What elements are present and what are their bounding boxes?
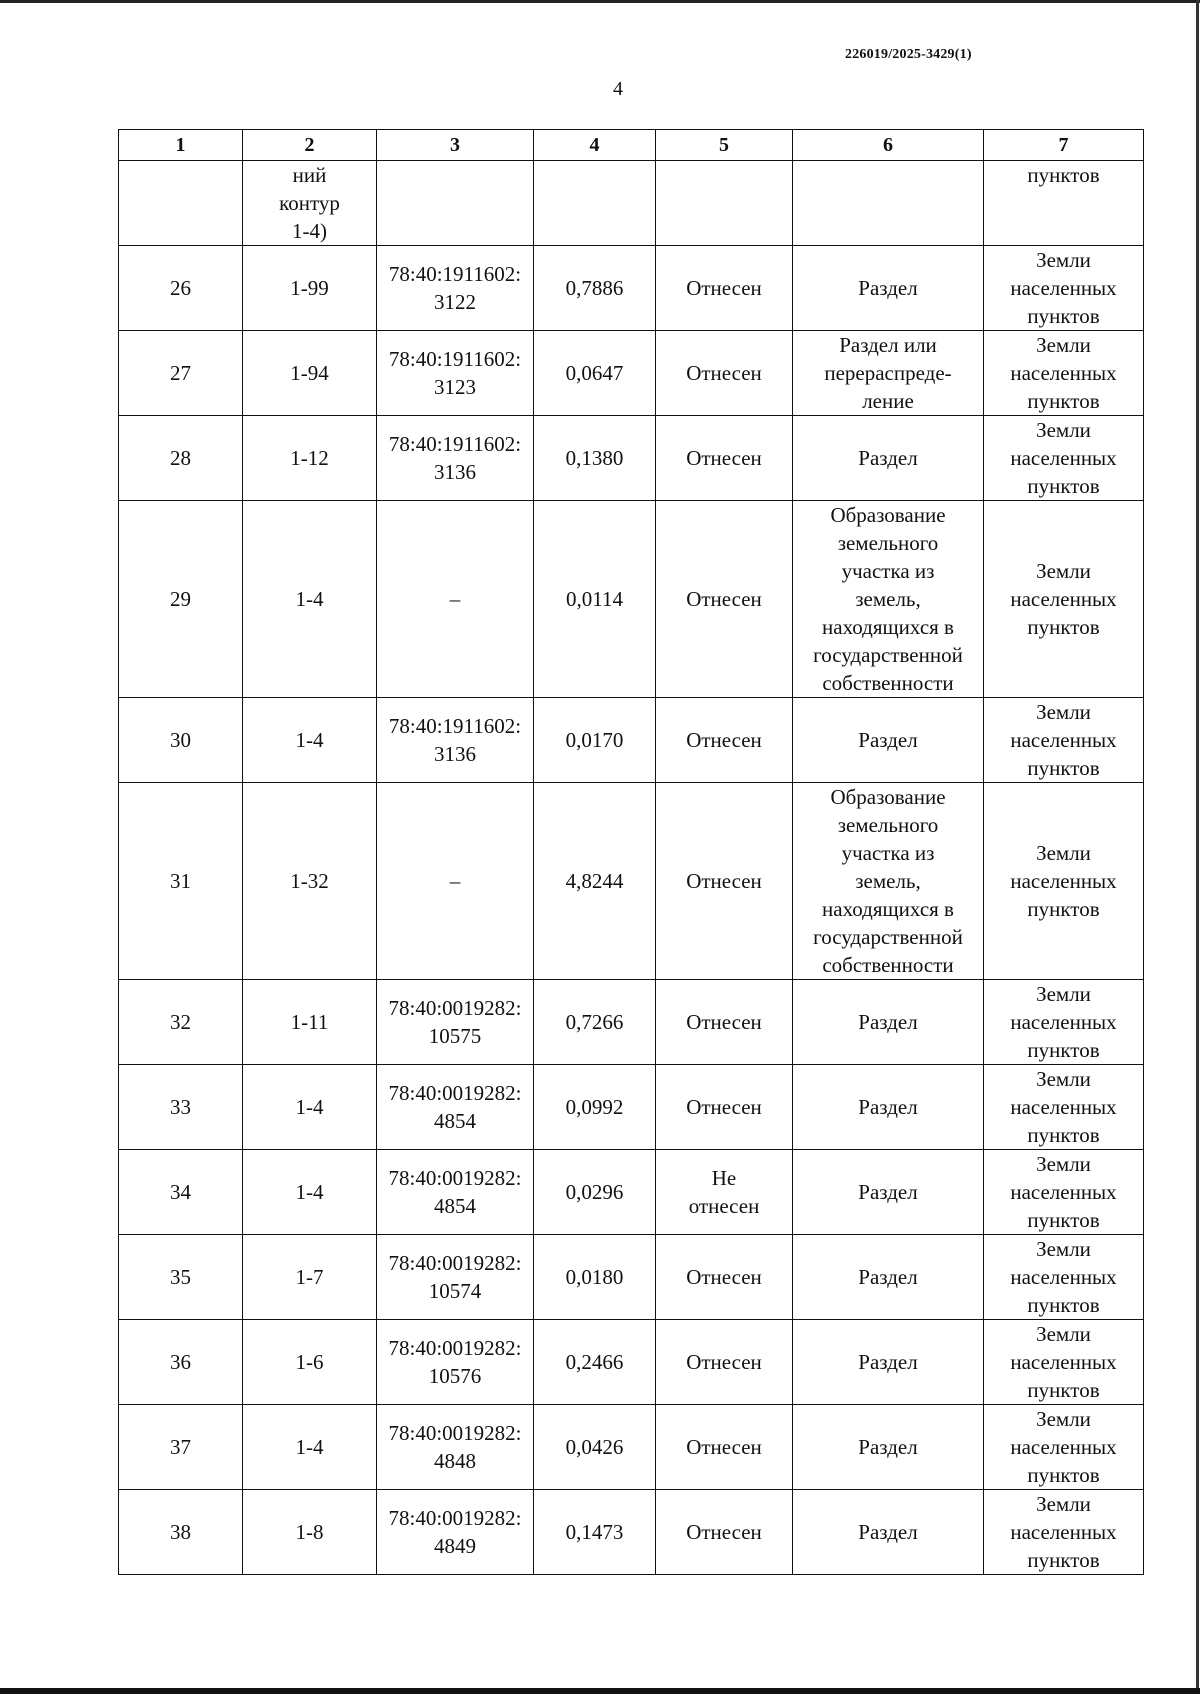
cell-status: Отнесен <box>656 1235 793 1320</box>
cell-land-category: Земли населенных пунктов <box>984 1150 1144 1235</box>
cell-action: Образование земельного участка из земель, находящихся в государственной собственности <box>793 783 984 980</box>
cell-cadastral-number: 78:40:0019282: 10574 <box>377 1235 534 1320</box>
cell-area: 0,7266 <box>534 980 656 1065</box>
cell-area: 0,0296 <box>534 1150 656 1235</box>
cell-status: Отнесен <box>656 1065 793 1150</box>
cell-contour: 1-8 <box>243 1490 377 1575</box>
cell-number: 32 <box>119 980 243 1065</box>
table-header-row <box>119 130 1144 161</box>
table-row <box>119 1320 1144 1405</box>
cell-number: 30 <box>119 698 243 783</box>
cell-contour: 1-4 <box>243 501 377 698</box>
cell-land-category: Земли населенных пунктов <box>984 1235 1144 1320</box>
cell-action: Раздел <box>793 1320 984 1405</box>
cell-area: 0,2466 <box>534 1320 656 1405</box>
cell-number: 38 <box>119 1490 243 1575</box>
page-border-bottom <box>0 1688 1200 1694</box>
cell-status <box>656 161 793 246</box>
cell-contour: 1-4 <box>243 698 377 783</box>
cell-area <box>534 161 656 246</box>
cell-contour: 1-12 <box>243 416 377 501</box>
cell-cadastral-number: 78:40:1911602: 3136 <box>377 698 534 783</box>
cell-land-category: Земли населенных пунктов <box>984 1065 1144 1150</box>
page-border-right <box>1196 0 1199 1694</box>
cell-area: 0,0647 <box>534 331 656 416</box>
cell-contour: 1-4 <box>243 1065 377 1150</box>
cell-action: Раздел <box>793 1235 984 1320</box>
cell-contour: 1-32 <box>243 783 377 980</box>
table-row <box>119 1235 1144 1320</box>
table-row <box>119 501 1144 698</box>
cell-contour: 1-94 <box>243 331 377 416</box>
cell-status: Отнесен <box>656 1490 793 1575</box>
cell-land-category: пунктов <box>984 161 1144 246</box>
column-header: 6 <box>793 130 984 161</box>
cell-action: Раздел <box>793 416 984 501</box>
document-number: 226019/2025-3429(1) <box>845 47 972 62</box>
cell-cadastral-number: 78:40:1911602: 3122 <box>377 246 534 331</box>
cell-land-category: Земли населенных пунктов <box>984 246 1144 331</box>
cell-land-category: Земли населенных пунктов <box>984 331 1144 416</box>
cell-action: Раздел <box>793 980 984 1065</box>
cell-status: Отнесен <box>656 501 793 698</box>
cell-area: 0,0114 <box>534 501 656 698</box>
cell-contour: ний контур 1-4) <box>243 161 377 246</box>
cell-area: 0,1473 <box>534 1490 656 1575</box>
table-row <box>119 246 1144 331</box>
cell-land-category: Земли населенных пунктов <box>984 1320 1144 1405</box>
cell-action: Раздел <box>793 1150 984 1235</box>
table-row <box>119 331 1144 416</box>
cell-status: Отнесен <box>656 1405 793 1490</box>
cell-contour: 1-6 <box>243 1320 377 1405</box>
cell-action: Раздел <box>793 246 984 331</box>
table-row <box>119 698 1144 783</box>
table-row <box>119 416 1144 501</box>
cell-land-category: Земли населенных пунктов <box>984 1405 1144 1490</box>
column-header: 2 <box>243 130 377 161</box>
cell-number: 34 <box>119 1150 243 1235</box>
cell-cadastral-number: 78:40:0019282: 4848 <box>377 1405 534 1490</box>
column-header: 3 <box>377 130 534 161</box>
cell-land-category: Земли населенных пунктов <box>984 783 1144 980</box>
cell-action: Образование земельного участка из земель, находящихся в государственной собственности <box>793 501 984 698</box>
cell-cadastral-number: 78:40:1911602: 3136 <box>377 416 534 501</box>
cell-land-category: Земли населенных пунктов <box>984 501 1144 698</box>
cell-number: 36 <box>119 1320 243 1405</box>
cell-contour: 1-4 <box>243 1405 377 1490</box>
cell-status: Не отнесен <box>656 1150 793 1235</box>
cell-contour: 1-11 <box>243 980 377 1065</box>
cell-action: Раздел <box>793 1405 984 1490</box>
cell-number: 37 <box>119 1405 243 1490</box>
cell-cadastral-number: 78:40:1911602: 3123 <box>377 331 534 416</box>
cell-area: 4,8244 <box>534 783 656 980</box>
cell-number: 31 <box>119 783 243 980</box>
cell-status: Отнесен <box>656 698 793 783</box>
table-row <box>119 1150 1144 1235</box>
cell-cadastral-number: – <box>377 783 534 980</box>
column-header: 1 <box>119 130 243 161</box>
cell-cadastral-number: – <box>377 501 534 698</box>
cell-status: Отнесен <box>656 980 793 1065</box>
cell-area: 0,1380 <box>534 416 656 501</box>
cell-action <box>793 161 984 246</box>
land-plots-table <box>118 129 1144 1575</box>
table-row <box>119 783 1144 980</box>
table-row <box>119 1490 1144 1575</box>
cell-number: 35 <box>119 1235 243 1320</box>
table-row-continuation <box>119 161 1144 246</box>
cell-area: 0,0426 <box>534 1405 656 1490</box>
cell-cadastral-number: 78:40:0019282: 10576 <box>377 1320 534 1405</box>
cell-action: Раздел <box>793 1490 984 1575</box>
cell-contour: 1-4 <box>243 1150 377 1235</box>
cell-status: Отнесен <box>656 416 793 501</box>
cell-contour: 1-99 <box>243 246 377 331</box>
table-row <box>119 1405 1144 1490</box>
cell-number: 33 <box>119 1065 243 1150</box>
column-header: 7 <box>984 130 1144 161</box>
cell-status: Отнесен <box>656 783 793 980</box>
cell-number: 28 <box>119 416 243 501</box>
cell-land-category: Земли населенных пунктов <box>984 698 1144 783</box>
cell-action: Раздел <box>793 1065 984 1150</box>
page-number: 4 <box>613 78 623 100</box>
cell-cadastral-number: 78:40:0019282: 10575 <box>377 980 534 1065</box>
cell-area: 0,0992 <box>534 1065 656 1150</box>
cell-area: 0,0170 <box>534 698 656 783</box>
cell-action: Раздел <box>793 698 984 783</box>
cell-status: Отнесен <box>656 1320 793 1405</box>
column-header: 5 <box>656 130 793 161</box>
cell-area: 0,0180 <box>534 1235 656 1320</box>
cell-cadastral-number: 78:40:0019282: 4854 <box>377 1150 534 1235</box>
column-header: 4 <box>534 130 656 161</box>
page-border-top <box>0 0 1200 3</box>
cell-number <box>119 161 243 246</box>
cell-contour: 1-7 <box>243 1235 377 1320</box>
cell-status: Отнесен <box>656 246 793 331</box>
cell-number: 26 <box>119 246 243 331</box>
table-row <box>119 980 1144 1065</box>
cell-number: 29 <box>119 501 243 698</box>
cell-cadastral-number: 78:40:0019282: 4849 <box>377 1490 534 1575</box>
cell-cadastral-number <box>377 161 534 246</box>
cell-area: 0,7886 <box>534 246 656 331</box>
cell-number: 27 <box>119 331 243 416</box>
cell-action: Раздел или перераспреде- ление <box>793 331 984 416</box>
cell-cadastral-number: 78:40:0019282: 4854 <box>377 1065 534 1150</box>
cell-land-category: Земли населенных пунктов <box>984 980 1144 1065</box>
table-row <box>119 1065 1144 1150</box>
cell-land-category: Земли населенных пунктов <box>984 1490 1144 1575</box>
cell-status: Отнесен <box>656 331 793 416</box>
cell-land-category: Земли населенных пунктов <box>984 416 1144 501</box>
